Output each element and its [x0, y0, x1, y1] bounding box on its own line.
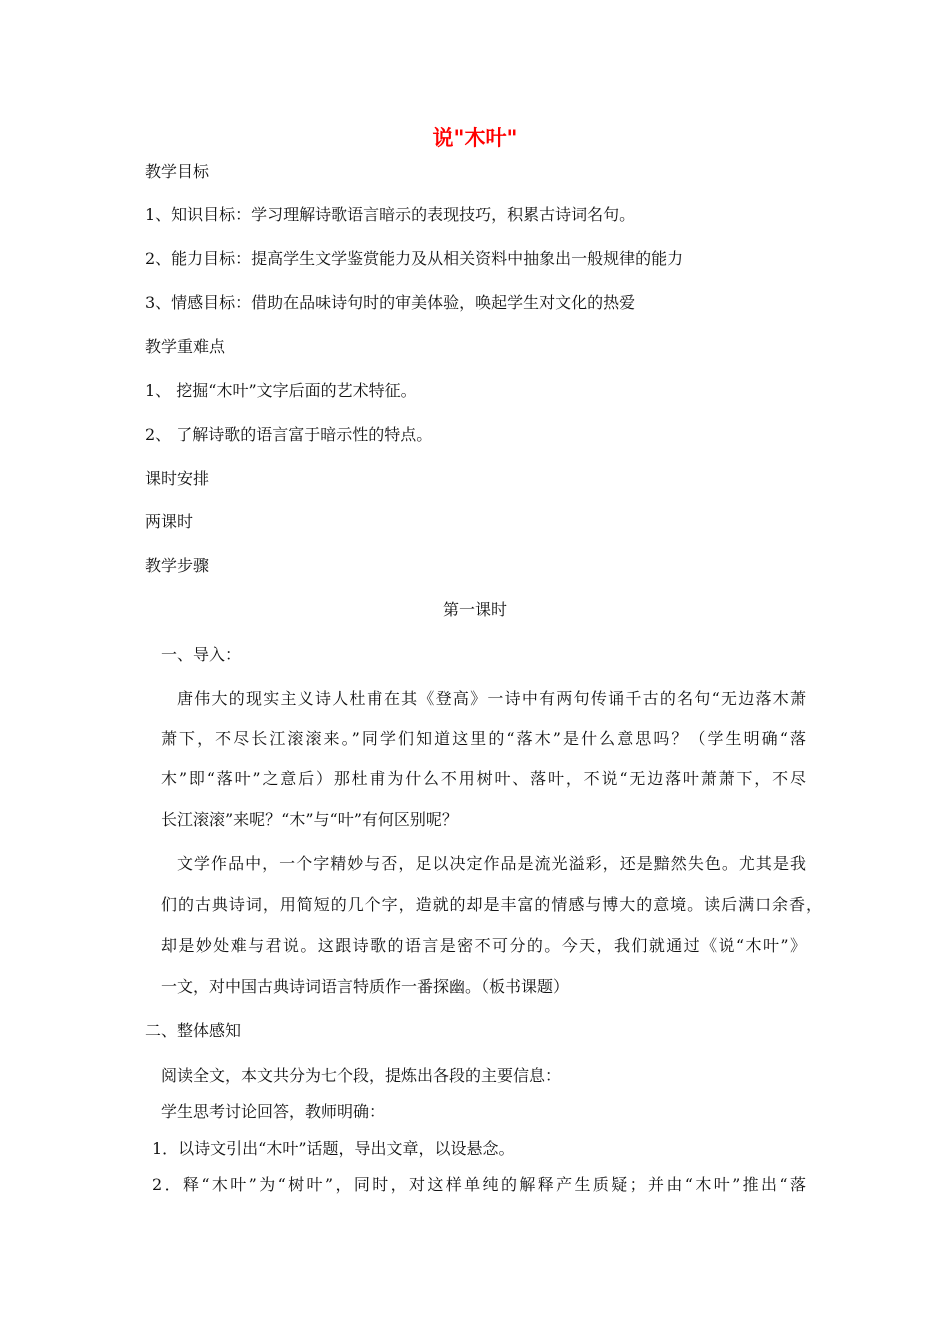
paragraph-line: 文学作品中，一个字精妙与否，足以决定作品是流光溢彩，还是黯然失色。尤其是我 [177, 854, 806, 873]
schedule-heading: 课时安排 [145, 469, 210, 488]
paragraph-line: 萧下，不尽长江滚滚来。”同学们知道这里的“落木”是什么意思吗？（学生明确“落 [161, 729, 806, 748]
paragraph-line: 却是妙处难与君说。这跟诗歌的语言是密不可分的。今天，我们就通过《说“木叶”》 [161, 936, 806, 955]
objective-item: 3、情感目标：借助在品味诗句时的审美体验，唤起学生对文化的热爱 [145, 293, 636, 312]
page-title: 说"木叶" [432, 126, 518, 150]
list-item: 2．释“木叶”为“树叶”，同时，对这样单纯的解释产生质疑；并由“木叶”推出“落 [152, 1175, 806, 1194]
objective-item: 2、能力目标：提高学生文学鉴赏能力及从相关资料中抽象出一般规律的能力 [145, 249, 684, 268]
paragraph-line: 长江滚滚”来呢？“木”与“叶”有何区别呢？ [161, 810, 458, 829]
paragraph-line: 们的古典诗词，用简短的几个字，造就的却是丰富的情感与博大的意境。读后满口余香， [161, 895, 822, 914]
list-item: 1．以诗文引出“木叶”话题，导出文章，以设悬念。 [152, 1139, 515, 1158]
paragraph-line: 一文，对中国古典诗词语言特质作一番探幽。（板书课题） [161, 977, 570, 996]
key-points-heading: 教学重难点 [145, 337, 226, 356]
steps-heading: 教学步骤 [145, 556, 210, 575]
part2-heading: 二、整体感知 [145, 1021, 242, 1040]
objective-item: 1、知识目标：学习理解诗歌语言暗示的表现技巧，积累古诗词名句。 [145, 205, 636, 224]
objectives-heading: 教学目标 [145, 162, 210, 181]
key-point-item: 1、 挖掘“木叶”文字后面的艺术特征。 [145, 381, 417, 400]
schedule-value: 两课时 [145, 512, 194, 531]
lesson-title: 第一课时 [442, 600, 507, 619]
paragraph-line: 唐伟大的现实主义诗人杜甫在其《登高》一诗中有两句传诵千古的名句“无边落木萧 [177, 689, 806, 708]
paragraph-line: 阅读全文，本文共分为七个段，提炼出各段的主要信息： [161, 1066, 562, 1085]
key-point-item: 2、 了解诗歌的语言富于暗示性的特点。 [145, 425, 433, 444]
part1-heading: 一、导入： [161, 645, 242, 664]
paragraph-line: 木”即“落叶”之意后）那杜甫为什么不用树叶、落叶，不说“无边落叶萧萧下，不尽 [161, 769, 806, 788]
paragraph-line: 学生思考讨论回答，教师明确： [161, 1102, 386, 1121]
